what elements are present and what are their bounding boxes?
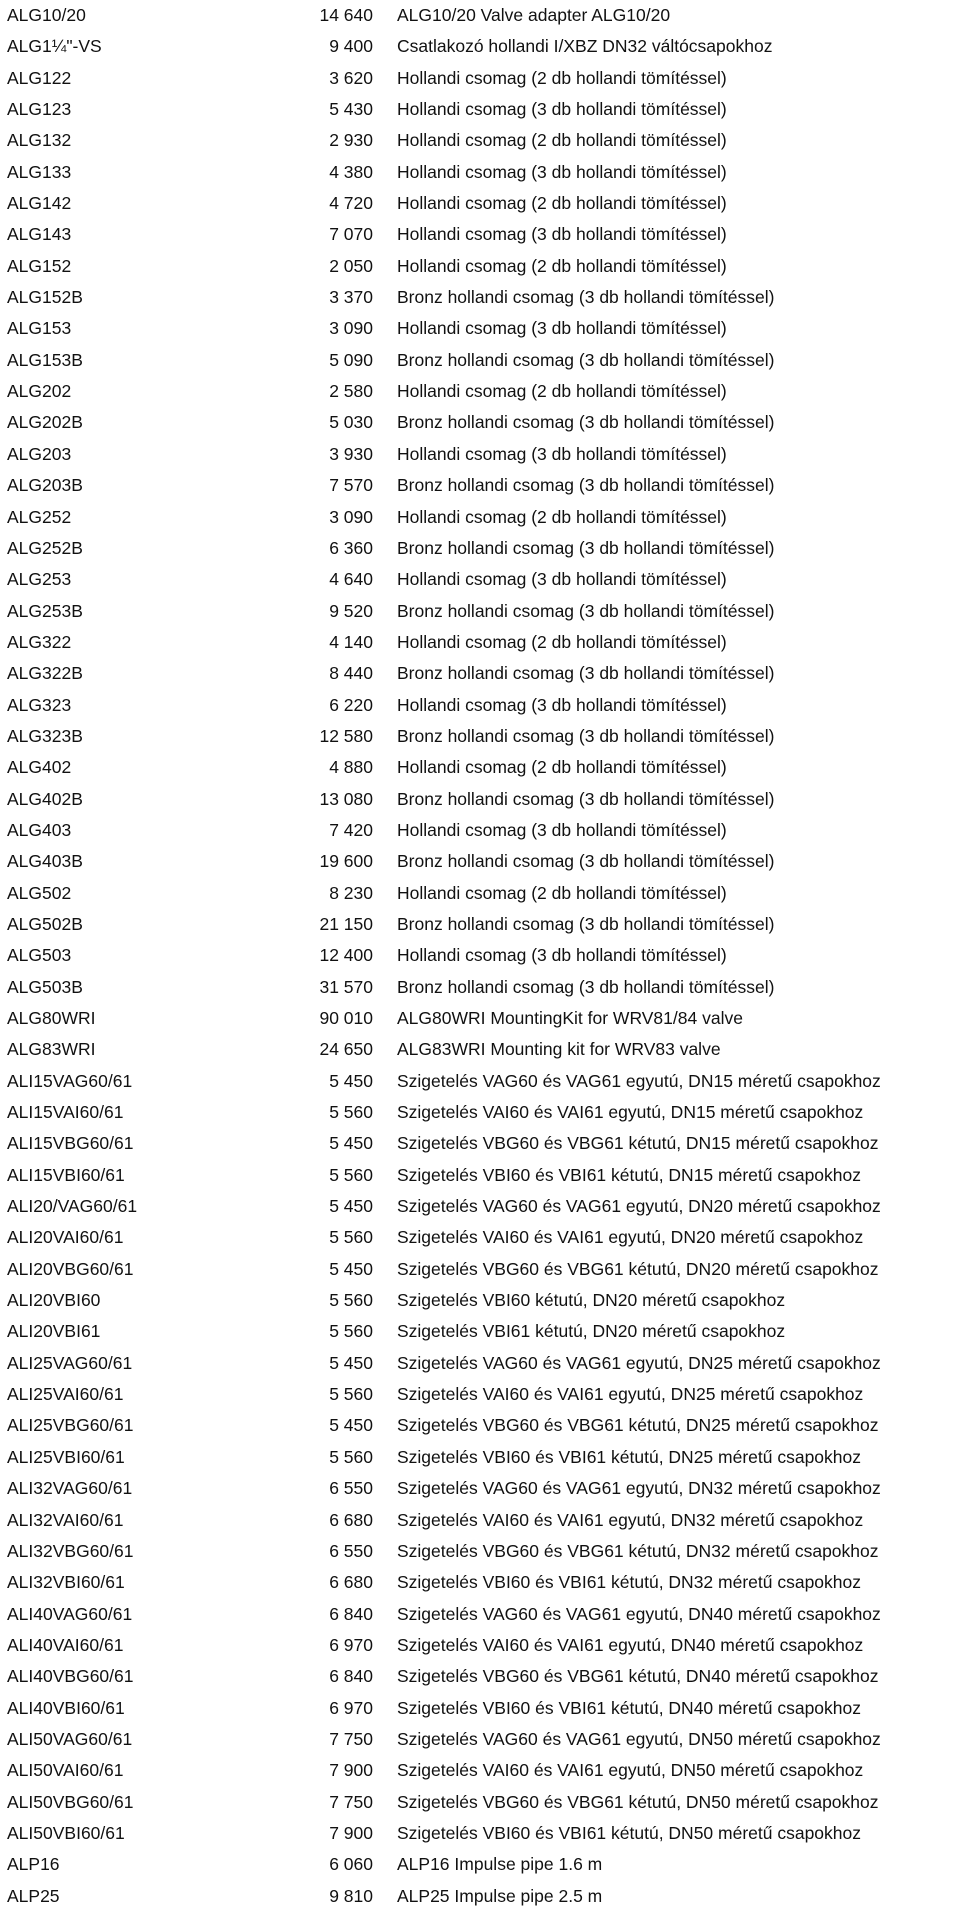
price-list-row [0,1630,960,1661]
product-price: 5 560 [329,1164,373,1185]
product-code: ALG1¼"-VS [7,36,102,57]
price-list-row [0,1097,960,1128]
product-code: ALI15VAI60/61 [7,1102,124,1123]
product-code: ALG133 [7,161,72,182]
product-description: Hollandi csomag (3 db hollandi tömítéssel) [397,161,727,182]
product-code: ALG203B [7,475,83,496]
price-list-row [0,1222,960,1253]
product-description: Bronz hollandi csomag (3 db hollandi tömítéssel) [397,475,775,496]
price-list-row [0,1254,960,1285]
product-price: 5 430 [329,99,373,120]
price-list-row [0,784,960,815]
product-description: Hollandi csomag (3 db hollandi tömítéssel) [397,443,727,464]
product-price: 6 220 [329,694,373,715]
product-price: 8 230 [329,882,373,903]
price-list-row [0,1787,960,1818]
price-list-row [0,1567,960,1598]
product-price: 5 450 [329,1352,373,1373]
product-code: ALG83WRI [7,1039,96,1060]
price-list-row [0,63,960,94]
product-description: Hollandi csomag (2 db hollandi tömítéssel) [397,631,727,652]
product-price: 7 420 [329,819,373,840]
product-description: Szigetelés VAI60 és VAI61 egyutú, DN20 méretű csapokhoz [397,1227,864,1248]
price-list-row [0,972,960,1003]
product-description: Hollandi csomag (3 db hollandi tömítéssel) [397,318,727,339]
product-code: ALG402 [7,757,72,778]
product-code: ALG253 [7,569,72,590]
product-price: 6 550 [329,1478,373,1499]
price-list-row [0,1191,960,1222]
product-price: 9 810 [329,1885,373,1906]
price-list-row [0,282,960,313]
product-description: Hollandi csomag (3 db hollandi tömítéssel) [397,819,727,840]
product-price: 6 970 [329,1634,373,1655]
product-description: Hollandi csomag (2 db hollandi tömítéssel) [397,193,727,214]
product-description: Hollandi csomag (3 db hollandi tömítéssel) [397,694,727,715]
product-price: 5 560 [329,1102,373,1123]
product-code: ALG123 [7,99,72,120]
product-description: ALG80WRI MountingKit for WRV81/84 valve [397,1008,743,1028]
product-price: 5 450 [329,1070,373,1091]
price-list-row [0,533,960,564]
product-code: ALI20VBI60 [7,1290,101,1311]
product-code: ALG143 [7,224,72,245]
product-description: Szigetelés VAG60 és VAG61 egyutú, DN32 méretű csapokhoz [397,1478,881,1499]
product-price: 4 380 [329,161,373,182]
price-list-row [0,313,960,344]
price-list-row [0,345,960,376]
product-code: ALG202B [7,412,83,433]
product-price: 7 900 [329,1822,373,1843]
product-code: ALI50VBI60/61 [7,1822,125,1843]
product-description: Hollandi csomag (2 db hollandi tömítéssel) [397,255,727,276]
price-list-row [0,721,960,752]
product-price: 6 840 [329,1666,373,1687]
product-code: ALG323B [7,725,83,746]
product-price: 90 010 [319,1008,373,1028]
product-price: 6 840 [329,1603,373,1624]
product-code: ALG502 [7,882,72,903]
product-code: ALG252 [7,506,72,527]
price-list-row [0,125,960,156]
product-code: ALI25VBI60/61 [7,1446,125,1467]
product-code: ALI25VAI60/61 [7,1384,124,1405]
product-description: Csatlakozó hollandi I/XBZ DN32 váltócsapokhoz [397,36,773,57]
price-list-row [0,502,960,533]
product-description: Bronz hollandi csomag (3 db hollandi tömítéssel) [397,412,775,433]
product-code: ALI50VAG60/61 [7,1728,133,1749]
product-code: ALI20/VAG60/61 [7,1196,138,1217]
price-list-row [0,94,960,125]
price-list-row [0,1473,960,1504]
product-price: 6 970 [329,1697,373,1718]
product-description: Szigetelés VAI60 és VAI61 egyutú, DN50 méretű csapokhoz [397,1760,864,1781]
product-code: ALG323 [7,694,72,715]
price-list-row [0,470,960,501]
price-list-row [0,1693,960,1724]
product-code: ALG253B [7,600,83,621]
product-description: Szigetelés VAG60 és VAG61 egyutú, DN50 méretű csapokhoz [397,1728,881,1749]
price-list-row [0,439,960,470]
product-code: ALI50VAI60/61 [7,1760,124,1781]
product-code: ALG153B [7,349,83,370]
product-price: 5 450 [329,1415,373,1436]
product-description: Szigetelés VBI60 és VBI61 kétutú, DN32 méretű csapokhoz [397,1572,862,1593]
product-price: 5 560 [329,1321,373,1342]
product-code: ALP16 [7,1854,60,1875]
product-description: Szigetelés VAG60 és VAG61 egyutú, DN40 méretű csapokhoz [397,1603,881,1624]
price-list-row [0,1536,960,1567]
product-description: Szigetelés VBG60 és VBG61 kétutú, DN40 méretű csapokhoz [397,1666,879,1687]
product-description: Szigetelés VAI60 és VAI61 egyutú, DN32 méretű csapokhoz [397,1509,864,1530]
product-code: ALG80WRI [7,1008,96,1028]
product-code: ALI32VBG60/61 [7,1540,134,1561]
price-list-row [0,627,960,658]
product-code: ALI40VBI60/61 [7,1697,125,1718]
product-price: 2 580 [329,381,373,402]
product-code: ALI20VBG60/61 [7,1258,134,1279]
product-description: Bronz hollandi csomag (3 db hollandi tömítéssel) [397,600,775,621]
price-list-row [0,596,960,627]
price-list-row [0,219,960,250]
product-price: 24 650 [319,1039,373,1060]
product-code: ALG403B [7,851,83,872]
product-price: 31 570 [319,976,373,997]
price-list-row [0,940,960,971]
product-description: Szigetelés VBG60 és VBG61 kétutú, DN15 méretű csapokhoz [397,1133,879,1154]
product-code: ALG152B [7,287,83,308]
product-description: Szigetelés VAG60 és VAG61 egyutú, DN20 méretű csapokhoz [397,1196,881,1217]
product-code: ALG10/20 [7,5,86,25]
price-list-row [0,1505,960,1536]
product-code: ALG203 [7,443,72,464]
product-description: Hollandi csomag (3 db hollandi tömítéssel) [397,945,727,966]
product-code: ALI32VAG60/61 [7,1478,133,1499]
product-description: Bronz hollandi csomag (3 db hollandi tömítéssel) [397,788,775,809]
product-code: ALG252B [7,537,83,558]
product-description: Szigetelés VBI60 kétutú, DN20 méretű csapokhoz [397,1290,786,1311]
price-list-row [0,188,960,219]
price-list-row [0,1066,960,1097]
price-list-row [0,1724,960,1755]
product-description: Bronz hollandi csomag (3 db hollandi tömítéssel) [397,725,775,746]
product-code: ALG402B [7,788,83,809]
product-code: ALG502B [7,913,83,934]
product-code: ALG202 [7,381,72,402]
product-description: ALG10/20 Valve adapter ALG10/20 [397,5,671,25]
product-price: 5 560 [329,1446,373,1467]
product-description: Szigetelés VBI60 és VBI61 kétutú, DN50 méretű csapokhoz [397,1822,862,1843]
product-code: ALG322B [7,663,83,684]
product-description: Szigetelés VAG60 és VAG61 egyutú, DN15 méretű csapokhoz [397,1070,881,1091]
price-list-row [0,909,960,940]
product-price: 6 360 [329,537,373,558]
product-price: 14 640 [319,5,373,25]
product-description: Szigetelés VAI60 és VAI61 egyutú, DN15 méretű csapokhoz [397,1102,864,1123]
price-list-row [0,1661,960,1692]
price-list-row [0,564,960,595]
product-price: 6 680 [329,1509,373,1530]
product-price: 4 880 [329,757,373,778]
product-description: Szigetelés VAI60 és VAI61 egyutú, DN40 méretű csapokhoz [397,1634,864,1655]
product-code: ALI15VAG60/61 [7,1070,133,1091]
product-code: ALI40VAI60/61 [7,1634,124,1655]
price-list-row [0,1755,960,1786]
product-description: Hollandi csomag (3 db hollandi tömítéssel) [397,99,727,120]
price-list-row [0,1160,960,1191]
product-price: 5 560 [329,1227,373,1248]
product-price: 12 580 [319,725,373,746]
product-price: 12 400 [319,945,373,966]
product-price: 2 050 [329,255,373,276]
product-price: 8 440 [329,663,373,684]
product-code: ALG153 [7,318,72,339]
price-list-row [0,1818,960,1849]
product-code: ALG322 [7,631,72,652]
product-price: 13 080 [319,788,373,809]
product-price: 3 620 [329,67,373,88]
product-description: Szigetelés VBI60 és VBI61 kétutú, DN40 méretű csapokhoz [397,1697,862,1718]
product-description: Hollandi csomag (3 db hollandi tömítéssel) [397,224,727,245]
product-description: Szigetelés VBI60 és VBI61 kétutú, DN25 méretű csapokhoz [397,1446,862,1467]
product-code: ALG152 [7,255,72,276]
price-list-row [0,251,960,282]
price-list-row [0,1599,960,1630]
product-description: Bronz hollandi csomag (3 db hollandi tömítéssel) [397,537,775,558]
product-price: 5 030 [329,412,373,433]
product-description: Bronz hollandi csomag (3 db hollandi tömítéssel) [397,913,775,934]
price-list-row [0,157,960,188]
product-description: Szigetelés VBG60 és VBG61 kétutú, DN32 méretű csapokhoz [397,1540,879,1561]
product-price: 21 150 [319,913,373,934]
product-price: 3 090 [329,506,373,527]
product-price: 7 570 [329,475,373,496]
product-code: ALG122 [7,67,72,88]
product-code: ALI40VBG60/61 [7,1666,134,1687]
product-description: Bronz hollandi csomag (3 db hollandi tömítéssel) [397,287,775,308]
product-price: 5 560 [329,1384,373,1405]
product-price: 6 550 [329,1540,373,1561]
price-list-row [0,846,960,877]
product-description: Bronz hollandi csomag (3 db hollandi tömítéssel) [397,663,775,684]
product-code: ALP25 [7,1885,60,1906]
product-price: 5 090 [329,349,373,370]
product-description: Szigetelés VBI61 kétutú, DN20 méretű csapokhoz [397,1321,786,1342]
price-list-row [0,376,960,407]
product-code: ALG503 [7,945,72,966]
product-description: Szigetelés VBI60 és VBI61 kétutú, DN15 méretű csapokhoz [397,1164,862,1185]
product-description: Hollandi csomag (2 db hollandi tömítéssel) [397,67,727,88]
price-list-row [0,658,960,689]
price-list-row [0,1442,960,1473]
product-price: 9 400 [329,36,373,57]
price-list-row [0,407,960,438]
product-price: 5 450 [329,1133,373,1154]
product-description: Bronz hollandi csomag (3 db hollandi tömítéssel) [397,976,775,997]
product-code: ALI50VBG60/61 [7,1791,134,1812]
price-list-row [0,1379,960,1410]
product-description: Hollandi csomag (2 db hollandi tömítéssel) [397,882,727,903]
product-code: ALI25VAG60/61 [7,1352,133,1373]
product-code: ALI20VBI61 [7,1321,101,1342]
product-price: 5 450 [329,1258,373,1279]
price-list-row [0,1285,960,1316]
price-list-row [0,1316,960,1347]
product-price: 2 930 [329,130,373,151]
product-description: Hollandi csomag (2 db hollandi tömítéssel) [397,381,727,402]
product-code: ALG503B [7,976,83,997]
product-price: 7 750 [329,1728,373,1749]
product-description: Hollandi csomag (2 db hollandi tömítéssel) [397,130,727,151]
product-price: 19 600 [319,851,373,872]
product-description: Szigetelés VAI60 és VAI61 egyutú, DN25 méretű csapokhoz [397,1384,864,1405]
product-description: Szigetelés VBG60 és VBG61 kétutú, DN50 méretű csapokhoz [397,1791,879,1812]
product-price: 3 370 [329,287,373,308]
product-price: 5 450 [329,1196,373,1217]
price-list-row [0,1348,960,1379]
product-code: ALG132 [7,130,72,151]
product-description: ALG83WRI Mounting kit for WRV83 valve [397,1039,721,1060]
product-price: 6 680 [329,1572,373,1593]
price-list-row [0,1849,960,1880]
product-price: 4 720 [329,193,373,214]
product-price: 6 060 [329,1854,373,1875]
product-description: Szigetelés VAG60 és VAG61 egyutú, DN25 méretű csapokhoz [397,1352,881,1373]
product-description: Bronz hollandi csomag (3 db hollandi tömítéssel) [397,349,775,370]
product-code: ALG403 [7,819,72,840]
product-description: Hollandi csomag (2 db hollandi tömítéssel) [397,757,727,778]
product-price: 3 090 [329,318,373,339]
product-code: ALI32VBI60/61 [7,1572,125,1593]
product-code: ALI15VBI60/61 [7,1164,125,1185]
product-description: Hollandi csomag (3 db hollandi tömítéssel) [397,569,727,590]
price-list-row [0,878,960,909]
price-list-row [0,1881,960,1912]
price-list-row [0,815,960,846]
product-description: Hollandi csomag (2 db hollandi tömítéssel) [397,506,727,527]
product-price: 9 520 [329,600,373,621]
product-price: 7 750 [329,1791,373,1812]
product-code: ALI15VBG60/61 [7,1133,134,1154]
product-price: 4 640 [329,569,373,590]
price-list-row [0,752,960,783]
product-price: 7 900 [329,1760,373,1781]
product-description: ALP16 Impulse pipe 1.6 m [397,1854,603,1875]
product-code: ALI20VAI60/61 [7,1227,124,1248]
product-code: ALI25VBG60/61 [7,1415,134,1436]
product-price: 3 930 [329,443,373,464]
price-list-row [0,690,960,721]
product-description: Szigetelés VBG60 és VBG61 kétutú, DN25 méretű csapokhoz [397,1415,879,1436]
price-list-row [0,1410,960,1441]
price-list-row [0,31,960,62]
price-list-row [0,1034,960,1065]
product-code: ALG142 [7,193,72,214]
price-list-row [0,0,960,31]
price-list-row [0,1128,960,1159]
product-code: ALI40VAG60/61 [7,1603,133,1624]
price-list-row [0,1003,960,1034]
product-description: Szigetelés VBG60 és VBG61 kétutú, DN20 méretű csapokhoz [397,1258,879,1279]
product-price: 5 560 [329,1290,373,1311]
product-description: ALP25 Impulse pipe 2.5 m [397,1885,603,1906]
product-description: Bronz hollandi csomag (3 db hollandi tömítéssel) [397,851,775,872]
product-price: 7 070 [329,224,373,245]
product-price: 4 140 [329,631,373,652]
product-code: ALI32VAI60/61 [7,1509,124,1530]
